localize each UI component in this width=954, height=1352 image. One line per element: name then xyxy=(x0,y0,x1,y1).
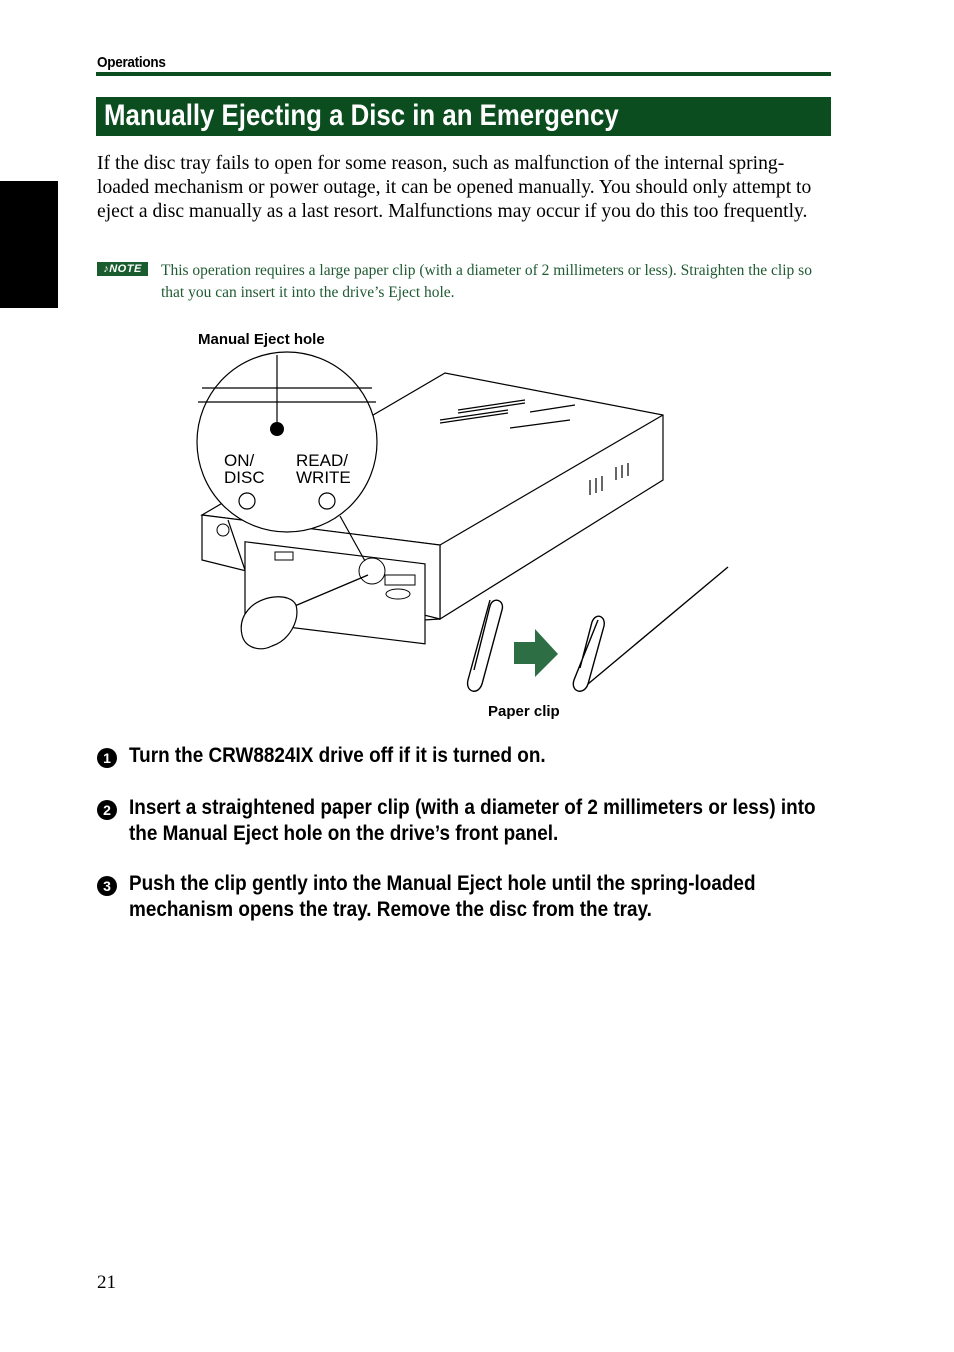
section-label: Operations xyxy=(97,54,166,71)
label-on-disc xyxy=(224,452,265,486)
note-text: This operation requires a large paper clip (with a diameter of 2 millimeters or less). Straighten the clip so that you can insert it into the drive’s Eject hole. xyxy=(161,262,812,301)
label-read-write-line2: WRITE xyxy=(296,468,351,487)
label-read-write xyxy=(296,452,351,486)
label-paper-clip: Paper clip xyxy=(488,703,560,720)
step-number: 1 xyxy=(97,748,117,768)
step-text: Push the clip gently into the Manual Eject hole until the spring-loaded mechanism opens the tray. Remove the disc from the tray. xyxy=(129,871,756,921)
note-badge-label: NOTE xyxy=(109,263,142,275)
label-manual-eject-hole: Manual Eject hole xyxy=(198,331,325,348)
label-read-write-line1: READ/ xyxy=(296,451,348,470)
eject-illustration xyxy=(190,330,750,730)
section-rule xyxy=(96,72,831,76)
page-title: Manually Ejecting a Disc in an Emergency xyxy=(104,99,619,132)
label-on-disc-line1: ON/ xyxy=(224,451,255,470)
step-number: 2 xyxy=(97,800,117,820)
page-number: 21 xyxy=(97,1272,116,1293)
intro-paragraph: If the disc tray fails to open for some reason, such as malfunction of the internal spring-loaded mechanism or power outage, it can be opened manually. You should only attempt to eject a disc manually as a last resort. Malfunctions may occur if you do this too frequently. xyxy=(97,153,812,222)
step-text: Turn the CRW8824IX drive off if it is turned on. xyxy=(129,743,546,767)
note-icon: ♪NOTE xyxy=(97,262,148,276)
step-text: Insert a straightened paper clip (with a diameter of 2 millimeters or less) into the Manual Eject hole on the drive’s front panel. xyxy=(129,795,816,845)
chapter-side-tab xyxy=(0,181,58,308)
step-number: 3 xyxy=(97,876,117,896)
drive-drawing xyxy=(190,330,750,700)
label-on-disc-line2: DISC xyxy=(224,468,265,487)
